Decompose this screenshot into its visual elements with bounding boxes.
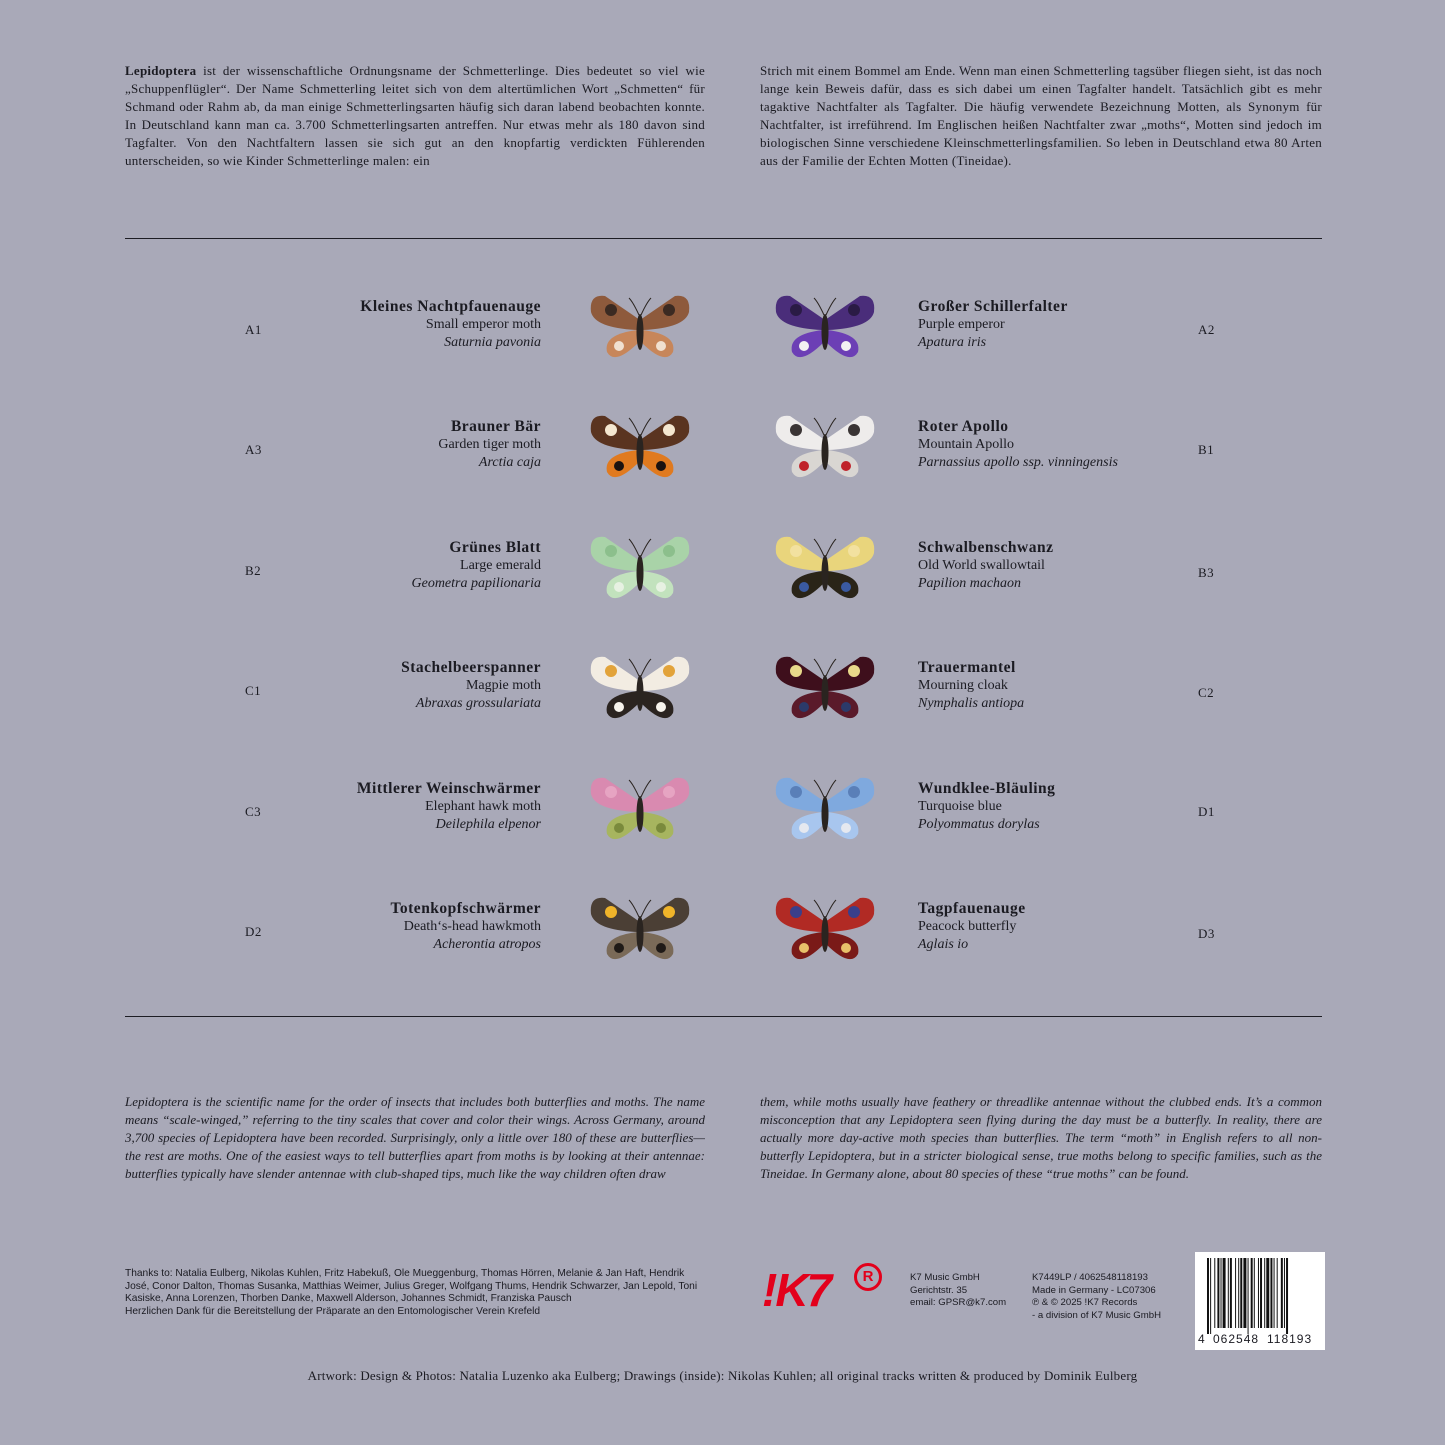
- track-side: B3: [1198, 565, 1215, 580]
- track-info: [918, 298, 1248, 352]
- track-latin-name: Nymphalis antiopa: [918, 696, 1025, 711]
- track-title: Großer Schillerfalter: [918, 298, 1068, 315]
- track-entry: [125, 539, 1322, 639]
- barcode-bar: [1251, 1258, 1253, 1328]
- company-info: [910, 1272, 1006, 1310]
- track-entry: [125, 900, 1322, 1000]
- track-info: [918, 780, 1248, 834]
- track-english-name: Mourning cloak: [918, 678, 1008, 693]
- intro-de-bold: Lepidoptera: [125, 63, 197, 78]
- barcode-bar: [1248, 1258, 1249, 1334]
- track-english-name: Elephant hawk moth: [425, 799, 541, 814]
- barcode-bar: [1223, 1258, 1226, 1328]
- track-info: [918, 900, 1248, 954]
- barcode-bar: [1228, 1258, 1229, 1328]
- track-latin-name: Saturnia pavonia: [444, 335, 541, 350]
- butterfly-illustration: [770, 290, 880, 370]
- intro-de-left-text: ist der wissenschaftliche Ordnungsname der Schmetterlinge. Dies bedeutet so viel wie „Schuppenflügler“. Der Name Schmetterling leitet sich von dem altertümlichen Wort „Schmetten“ für Schmand oder Rahm ab, da man einige Schmetterlingsarten häufig sich daran labend beobachten konnte. In Deutschland kann man ca. 3.700 Schmetterlingsarten antreffen. Nur etwas mehr als 180 davon sind Tagfalter. Von den Nachtfaltern lassen sie sich gut an den knopfartig verdickten Fühlerenden unterscheiden, so wie Kinder Schmetterlinge malen: ein: [125, 63, 705, 169]
- track-title: Tagpfauenauge: [918, 900, 1026, 917]
- barcode-bar: [1266, 1258, 1269, 1328]
- track-latin-name: Parnassius apollo ssp. vinningensis: [918, 455, 1118, 470]
- track-english-name: Mountain Apollo: [918, 437, 1015, 452]
- track-title: Totenkopfschwärmer: [390, 900, 541, 917]
- track-english-name: Old World swallowtail: [918, 558, 1045, 573]
- track-info: [918, 418, 1248, 472]
- track-side: D2: [245, 924, 262, 939]
- artwork-credits: Artwork: Design & Photos: Natalia Luzenko aka Eulberg; Drawings (inside): Nikolas Kuhlen; all original tracks written & produced by Dominik Eulberg: [307, 1368, 1138, 1383]
- thanks-de-text: Herzlichen Dank für die Bereitstellung der Präparate an den Entomologischer Verein Krefeld: [125, 1305, 541, 1317]
- track-english-name: Large emerald: [460, 558, 541, 573]
- barcode-digit: 118193: [1267, 1332, 1313, 1346]
- track-title: Trauermantel: [918, 659, 1016, 676]
- track-english-name: Turquoise blue: [918, 799, 1002, 814]
- top-divider: [125, 238, 1322, 239]
- track-english-name: Magpie moth: [465, 678, 541, 693]
- track-title: Kleines Nachtpfauenauge: [360, 298, 541, 315]
- butterfly-illustration: [770, 410, 880, 490]
- track-latin-name: Geometra papilionaria: [411, 576, 541, 591]
- track-latin-name: Aglais io: [918, 937, 969, 952]
- barcode-bar: [1277, 1258, 1278, 1328]
- track-latin-name: Deilephila elpenor: [435, 817, 541, 832]
- track-title: Wundklee-Bläuling: [918, 780, 1056, 797]
- butterfly-illustration: [770, 531, 880, 611]
- track-side: D1: [1198, 804, 1215, 819]
- track-title: Roter Apollo: [918, 418, 1009, 435]
- catalog-line: ℗ & © 2025 !K7 Records: [1032, 1297, 1138, 1308]
- barcode-bar: [1214, 1258, 1215, 1328]
- barcode-bar: [1217, 1258, 1219, 1328]
- barcode-bar: [1281, 1258, 1283, 1328]
- track-entry: [125, 298, 1322, 398]
- butterfly-illustration: [770, 892, 880, 972]
- bottom-divider: [125, 1016, 1322, 1017]
- track-title: Brauner Bär: [450, 418, 541, 435]
- track-side: D3: [1198, 926, 1215, 941]
- company-line: K7 Music GmbH: [910, 1272, 980, 1283]
- track-title: Mittlerer Weinschwärmer: [356, 780, 541, 797]
- track-latin-name: Acherontia atropos: [433, 937, 541, 952]
- track-english-name: Purple emperor: [918, 317, 1005, 332]
- k7-logo: [762, 1263, 874, 1317]
- catalog-line: K7449LP / 4062548118193: [1032, 1272, 1148, 1283]
- track-side: C1: [245, 683, 262, 698]
- track-side: C3: [245, 804, 262, 819]
- track-entry: [125, 780, 1322, 880]
- company-line: Gerichtstr. 35: [910, 1284, 968, 1296]
- track-side: A2: [1198, 322, 1215, 337]
- track-english-name: Peacock butterfly: [918, 919, 1017, 934]
- butterfly-illustration: [770, 651, 880, 731]
- track-title: Stachelbeerspanner: [401, 659, 541, 676]
- track-info: [918, 539, 1248, 593]
- butterfly-illustration: [770, 772, 880, 852]
- track-side: B1: [1198, 442, 1215, 457]
- track-side: C2: [1198, 685, 1215, 700]
- catalog-info: [1032, 1272, 1161, 1322]
- barcode-bar: [1243, 1258, 1246, 1328]
- registered-mark: R: [854, 1263, 882, 1291]
- barcode-bar: [1264, 1258, 1265, 1328]
- thanks-block: [125, 1268, 710, 1318]
- barcode-bar: [1254, 1258, 1255, 1328]
- track-english-name: Death‘s-head hawkmoth: [403, 919, 541, 934]
- barcode-bar: [1284, 1258, 1285, 1328]
- barcode-bar: [1207, 1258, 1209, 1334]
- track-side: A1: [245, 322, 262, 337]
- intro-en-left: Lepidoptera is the scientific name for the order of insects that includes both butterflies and moths. The name means “scale-winged,” referring to the tiny scales that cover and color their wings. Across Germany, around 3,700 species of Lepidoptera have been recorded. Surprisingly, only a little over 180 of these are butterflies—the rest are moths. One of the easiest ways to tell butterflies apart from moths is by looking at their antennae: butterflies typically have slender antennae with club-shaped tips, much like the way children often draw: [125, 1094, 705, 1181]
- k7-logo-text: !K7: [762, 1264, 831, 1316]
- track-english-name: Small emperor moth: [425, 317, 541, 332]
- barcode-bar: [1274, 1258, 1275, 1328]
- track-latin-name: Abraxas grossulariata: [415, 696, 541, 711]
- intro-de-left: [125, 62, 705, 171]
- track-english-name: Garden tiger moth: [438, 437, 541, 452]
- track-latin-name: Apatura iris: [918, 335, 987, 350]
- company-line: email: GPSR@k7.com: [910, 1297, 1007, 1308]
- barcode-bar: [1260, 1258, 1262, 1328]
- barcode-bar: [1210, 1258, 1211, 1334]
- catalog-line: - a division of K7 Music GmbH: [1032, 1309, 1162, 1321]
- track-side: B2: [245, 563, 262, 578]
- barcode-bar: [1258, 1258, 1259, 1328]
- track-entry: [125, 418, 1322, 518]
- track-title: Schwalbenschwanz: [918, 539, 1054, 556]
- barcode: [1195, 1252, 1325, 1350]
- track-title: Grünes Blatt: [449, 539, 541, 556]
- intro-en-right: them, while moths usually have feathery or threadlike antennae without the clubbed ends. It’s a common misconception that any Lepidoptera seen flying during the day must be a butterfly. In reality, there are actually more day-active moth species than butterflies. The term “moth” in English refers to all non-butterfly Lepidoptera, but in a stricter biological sense, true moths belong to specific families, such as the Tineidae. In Germany alone, about 80 species of these “true moths” can be found.: [760, 1094, 1322, 1181]
- barcode-bar: [1230, 1258, 1232, 1328]
- track-latin-name: Papilion machaon: [918, 576, 1022, 591]
- barcode-digit: 062548: [1213, 1332, 1260, 1346]
- barcode-bar: [1235, 1258, 1236, 1328]
- barcode-digit: 4: [1198, 1332, 1205, 1346]
- thanks-text: Thanks to: Natalia Eulberg, Nikolas Kuhlen, Fritz Habekuß, Ole Mueggenburg, Thomas Hörren, Melanie & Jan Haft, Hendrik José, Conor Dalton, Thomas Susanka, Matthias Weimer, Julius Greger, Wolfgang Thums, Hendrik Schwarzer, Jan Lepold, Toni Kasiske, Anna Lorenzen, Thorben Danke, Maxwell Alderson, Johannes Schmidt, Franziska Pausch: [125, 1268, 698, 1305]
- track-entry: [125, 659, 1322, 759]
- track-latin-name: Arctia caja: [478, 455, 541, 470]
- barcode-bar: [1286, 1258, 1288, 1334]
- barcode-bar: [1240, 1258, 1242, 1328]
- barcode-bar: [1238, 1258, 1239, 1328]
- track-info: [918, 659, 1248, 713]
- catalog-line: Made in Germany - LC07306: [1032, 1284, 1156, 1296]
- track-side: A3: [245, 442, 262, 457]
- intro-de-right: Strich mit einem Bommel am Ende. Wenn man einen Schmetterling tagsüber fliegen sieht, ist das noch lange kein Beweis dafür, dass es sich dabei um einen Tagfalter handelt. Tatsächlich gibt es mehr tagaktive Nachtfalter als Tagfalter. Die häufig verwendete Bezeichnung Motten, als Synonym für Nachtfalter, ist irreführend. Im Englischen heißen Nachtfalter zwar „moths“, Motten sind jedoch im biologischen Sinne verschiedene Kleinschmetterlingsfamilien. So leben in Deutschland etwa 80 Arten aus der Familie der Echten Motten (Tineidae).: [760, 63, 1322, 169]
- barcode-bar: [1221, 1258, 1222, 1328]
- barcode-bar: [1270, 1258, 1272, 1328]
- track-latin-name: Polyommatus dorylas: [918, 817, 1040, 832]
